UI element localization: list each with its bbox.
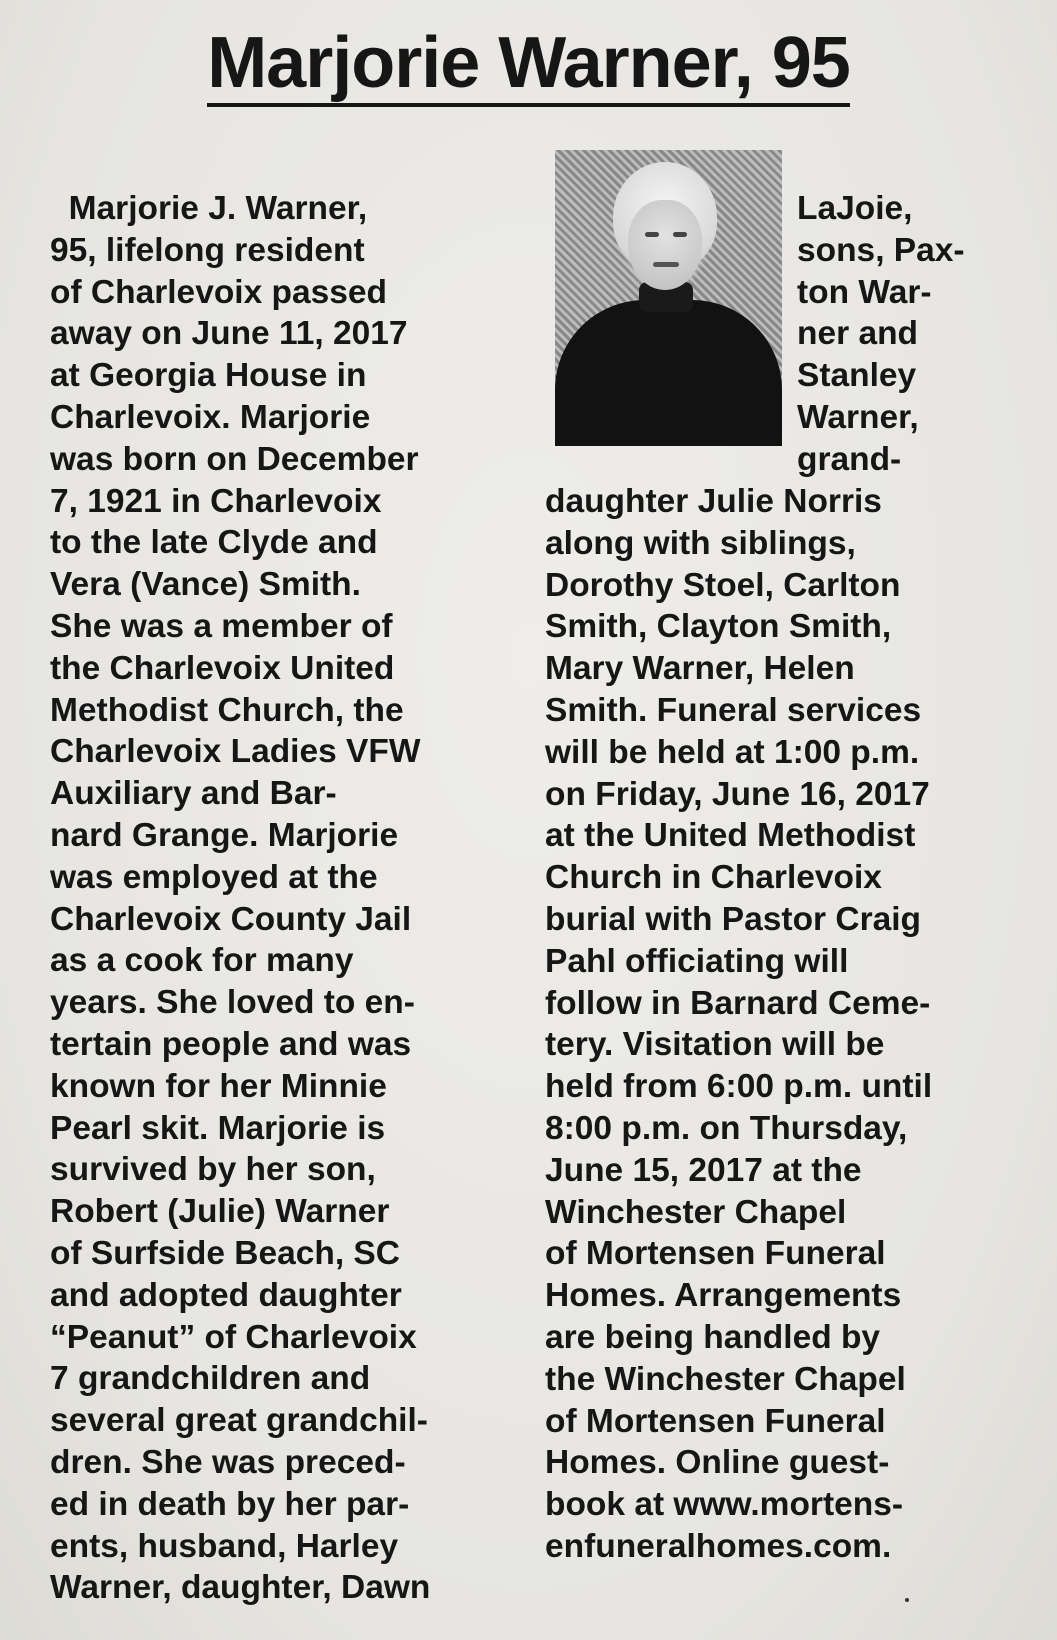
text-line: “Peanut” of Charlevoix <box>50 1318 417 1356</box>
text-line: Church in Charlevoix <box>545 859 882 897</box>
text-line: nard Grange. Marjorie <box>50 816 399 854</box>
text-line: daughter Julie Norris <box>545 483 882 520</box>
text-line: 7, 1921 in Charlevoix <box>50 482 382 520</box>
text-line: tertain people and was <box>50 1025 412 1063</box>
text-line: ed in death by her par- <box>50 1485 410 1523</box>
text-line: Stanley <box>797 357 917 395</box>
text-line: held from 6:00 p.m. until <box>545 1068 933 1106</box>
text-line: and adopted daughter <box>50 1276 402 1314</box>
text-line: 7 grandchildren and <box>50 1360 371 1398</box>
text-line: burial with Pastor Craig <box>545 900 922 938</box>
portrait-photo <box>555 150 782 446</box>
text-line: several great grandchil- <box>50 1402 428 1440</box>
text-line: as a cook for many <box>50 942 354 980</box>
text-line: to the late Clyde and <box>50 524 378 562</box>
text-line: years. She loved to en- <box>50 984 415 1022</box>
text-line: follow in Barnard Ceme- <box>545 984 931 1022</box>
text-line: Charlevoix County Jail <box>50 900 412 938</box>
text-line: tery. Visitation will be <box>545 1026 885 1064</box>
ink-speck <box>905 1598 909 1602</box>
text-line: Winchester Chapel <box>545 1193 847 1231</box>
text-line: grand- <box>797 440 902 478</box>
photo-eye-left <box>645 232 659 237</box>
obituary-column-right <box>545 481 932 1568</box>
text-line: are being handled by <box>545 1318 881 1356</box>
text-line: dren. She was preced- <box>50 1443 406 1481</box>
text-line: Charlevoix Ladies VFW <box>50 733 421 771</box>
text-line: along with siblings, <box>545 524 856 562</box>
text-line: Homes. Arrangements <box>545 1277 902 1315</box>
text-line: away on June 11, 2017 <box>50 315 408 353</box>
text-line: 95, lifelong resident <box>50 231 365 269</box>
text-line: Warner, daughter, Dawn <box>50 1569 431 1607</box>
headline <box>0 22 1057 104</box>
text-line: ton War- <box>797 273 932 311</box>
text-line: Smith, Clayton Smith, <box>545 608 892 646</box>
photo-clothing <box>555 300 782 446</box>
text-line: enfuneralhomes.com. <box>545 1527 892 1565</box>
text-line: of Charlevoix passed <box>50 273 387 311</box>
text-line: at Georgia House in <box>50 357 367 395</box>
text-line: Warner, <box>797 398 919 436</box>
text-line: survived by her son, <box>50 1151 376 1189</box>
text-line: LaJoie, <box>797 190 913 227</box>
text-line: book at www.mortens- <box>545 1486 903 1524</box>
text-line: of Mortensen Funeral <box>545 1402 886 1440</box>
text-line: will be held at 1:00 p.m. <box>545 733 920 771</box>
text-line: Smith. Funeral services <box>545 691 922 729</box>
text-line: the Charlevoix United <box>50 649 395 687</box>
text-line: at the United Methodist <box>545 817 916 855</box>
photo-face <box>628 200 702 290</box>
obituary-column-right-wrap <box>797 188 965 481</box>
text-line: Marjorie J. Warner, <box>50 190 368 227</box>
text-line: Pahl officiating will <box>545 942 849 980</box>
text-line: June 15, 2017 at the <box>545 1151 862 1189</box>
headline-text: Marjorie Warner, 95 <box>207 23 850 107</box>
text-line: sons, Pax- <box>797 231 965 269</box>
text-line: of Mortensen Funeral <box>545 1235 886 1273</box>
text-line: Pearl skit. Marjorie is <box>50 1109 386 1147</box>
text-line: Methodist Church, the <box>50 691 404 729</box>
text-line: was born on December <box>50 440 419 478</box>
text-line: Mary Warner, Helen <box>545 650 855 688</box>
photo-mouth <box>653 262 679 267</box>
text-line: ner and <box>797 315 918 353</box>
text-line: was employed at the <box>50 858 378 896</box>
text-line: on Friday, June 16, 2017 <box>545 775 930 813</box>
text-line: Auxiliary and Bar- <box>50 775 337 813</box>
obituary-column-left <box>50 188 430 1609</box>
text-line: of Surfside Beach, SC <box>50 1234 400 1272</box>
photo-eye-right <box>673 232 687 237</box>
text-line: the Winchester Chapel <box>545 1360 906 1398</box>
text-line: Charlevoix. Marjorie <box>50 398 371 436</box>
text-line: Vera (Vance) Smith. <box>50 566 361 604</box>
text-line: 8:00 p.m. on Thursday, <box>545 1109 908 1147</box>
text-line: Homes. Online guest- <box>545 1444 890 1482</box>
text-line: known for her Minnie <box>50 1067 387 1105</box>
text-line: Robert (Julie) Warner <box>50 1193 390 1231</box>
text-line: Dorothy Stoel, Carlton <box>545 566 901 604</box>
text-line: ents, husband, Harley <box>50 1527 399 1565</box>
text-line: She was a member of <box>50 607 393 645</box>
